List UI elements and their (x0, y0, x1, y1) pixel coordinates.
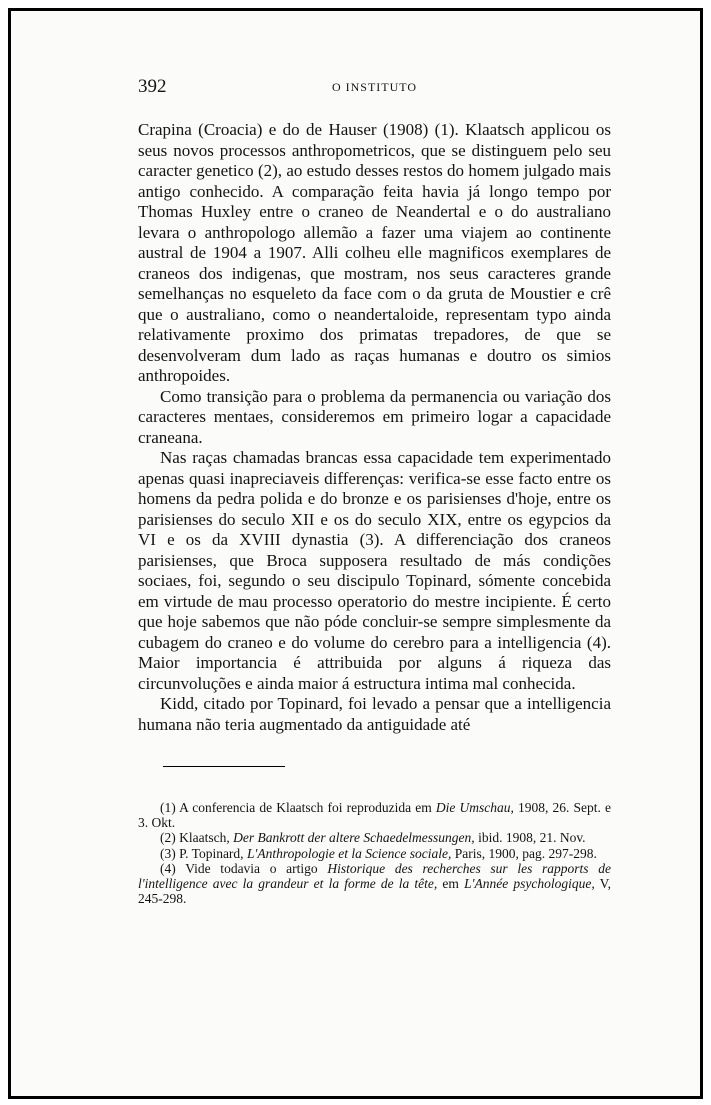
running-title: O INSTITUTO (331, 80, 418, 94)
paragraph-1: Crapina (Croacia) e do de Hauser (1908) (1). Klaatsch applicou os seus novos processos anthropometricos, que se distinguem pelo seu caracter genetico (2), ao estudo desses restos do homem julgado mais antigo conhecido. A comparação feita havia já longo tempo por Thomas Huxley entre o craneo de Neandertal e o do australiano levara o anthropologo allemão a fazer uma viajem ao continente austral de 1904 a 1907. Alli colheu elle magnificos exemplares de craneos dos indigenas, que mostram, nos seus caracteres grande semelhanças no esqueleto da face com o da gruta de Moustier e crê que o australiano, como o neandertaloide, representam typo ainda relativamente proximo dos primatas trepadores, de que se desenvolveram dum lado as raças humanas e doutro os simios anthropoides. (138, 120, 611, 385)
page-header (138, 76, 611, 102)
footnote-1: (1) A conferencia de Klaatsch foi reproduzida em Die Umschau, 1908, 26. Sept. e 3. Okt. (138, 800, 611, 831)
footnote-rule (163, 766, 285, 767)
footnote-4: (4) Vide todavia o artigo Historique des recherches sur les rapports de l'intelligence avec la grandeur et la forme de la tête, em L'Année psychologique, V, 245-298. (138, 860, 612, 907)
body-text (138, 120, 611, 735)
footnote-2: (2) Klaatsch, Der Bankrott der altere Schaedelmessungen, ibid. 1908, 21. Nov. (160, 830, 586, 846)
footnotes (138, 800, 611, 906)
paragraph-4: Kidd, citado por Topinard, foi levado a pensar que a intelligencia humana não teria augmentado da antiguidade até (138, 694, 611, 734)
paragraph-3: Nas raças chamadas brancas essa capacidade tem experimentado apenas quasi inapreciaveis differenças: verifica-se esse facto entre os homens da pedra polida e do bronze e os parisienses d'hoje, entre os parisienses do seculo XII e os do seculo XIX, entre os egypcios da VI e os da XVIII dynastia (3). A differenciação dos craneos parisienses, que Broca supposera resultado de más condições sociaes, foi, segundo o seu discipulo Topinard, sómente concebida em virtude de mau processo operatorio do mestre incipiente. É certo que hoje sabemos que não póde concluir-se sempre simplesmente da cubagem do craneo e do volume do cerebro para a intelligencia (4). Maior importancia é attribuida por alguns á riqueza das circunvoluções e ainda maior á estructura intima mal conhecida. (138, 448, 611, 693)
page-number: 392 (138, 76, 167, 97)
paragraph-2: Como transição para o problema da permanencia ou variação dos caracteres mentaes, consideremos em primeiro logar a capacidade craneana. (138, 386, 611, 447)
footnote-3: (3) P. Topinard, L'Anthropologie et la Science sociale, Paris, 1900, pag. 297-298. (160, 845, 597, 861)
